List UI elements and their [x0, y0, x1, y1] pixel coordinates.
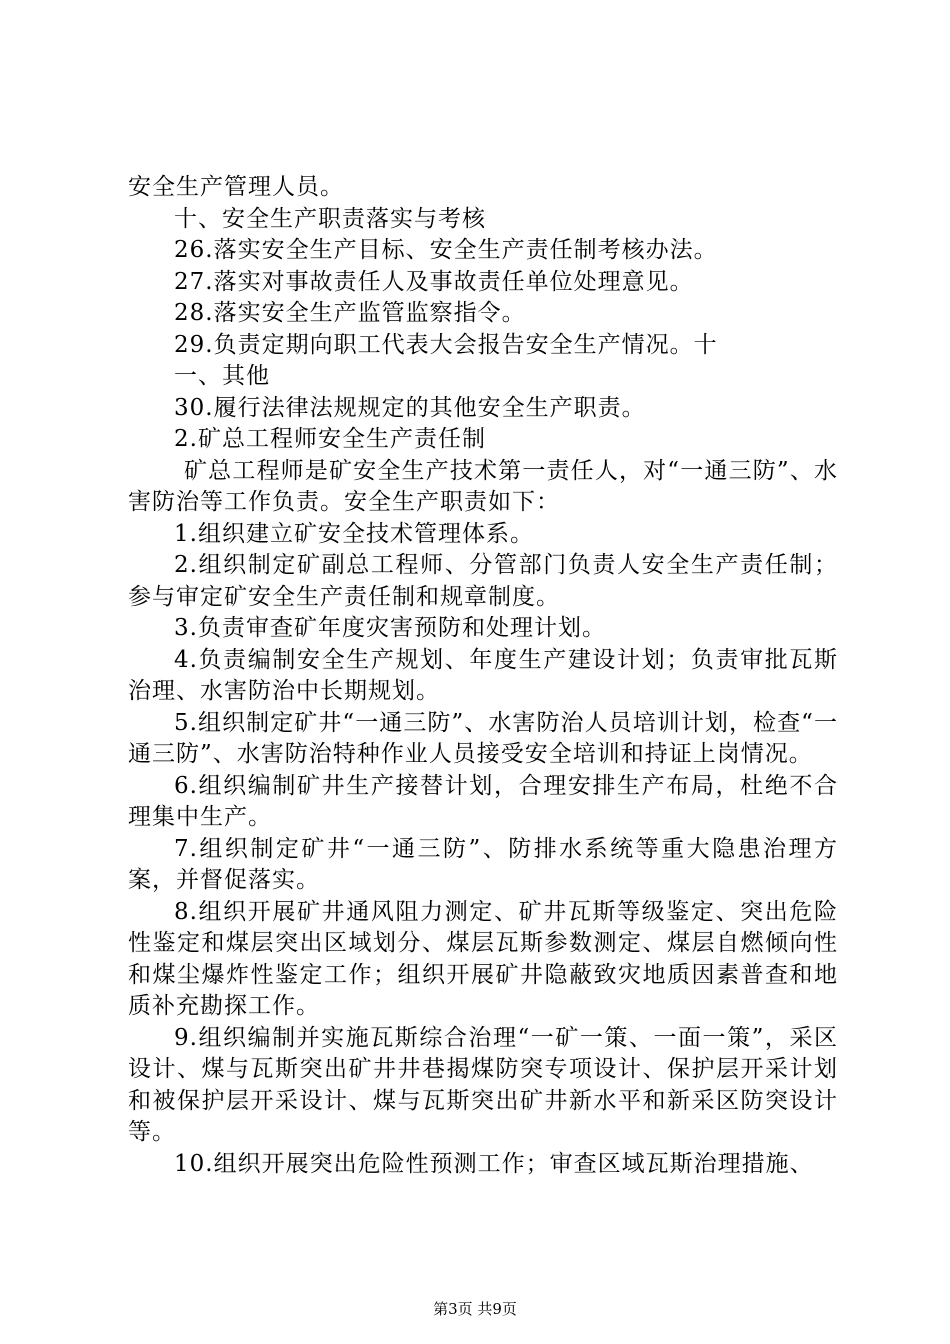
section-heading: 十、安全生产职责落实与考核 [174, 205, 486, 232]
paragraph: 29.负责定期向职工代表大会报告安全生产情况。十 [174, 331, 718, 358]
paragraph: 8.组织开展矿井通风阻力测定、矿井瓦斯等级鉴定、突出危险性鉴定和煤层突出区域划分、煤层瓦斯参数测定、煤层自燃倾向性和煤尘爆炸性鉴定工作；组织开展矿井隐蔽致灾地质因素普查和地质补充勘探工作。 [128, 898, 838, 1019]
section-heading: 2.矿总工程师安全生产责任制 [174, 426, 486, 452]
paragraph: 9.组织编制并实施瓦斯综合治理“一矿一策、一面一策”，采区设计、煤与瓦斯突出矿井井巷揭煤防突专项设计、保护层开采计划和被保护层开采设计、煤与瓦斯突出矿井新水平和新采区防突设计等。 [128, 1024, 838, 1145]
paragraph: 2.组织制定矿副总工程师、分管部门负责人安全生产责任制；参与审定矿安全生产责任制和规章制度。 [128, 552, 838, 610]
paragraph: 5.组织制定矿井“一通三防”、水害防治人员培训计划，检查“一通三防”、水害防治特种作业人员接受安全培训和持证上岗情况。 [128, 709, 838, 767]
document-body [128, 172, 838, 1180]
paragraph: 3.负责审查矿年度灾害预防和处理计划。 [174, 615, 606, 641]
paragraph: 27.落实对事故责任人及事故责任单位处理意见。 [174, 268, 694, 295]
paragraph: 4.负责编制安全生产规划、年度生产建设计划；负责审批瓦斯治理、水害防治中长期规划。 [128, 646, 838, 704]
paragraph: 1.组织建立矿安全技术管理体系。 [174, 520, 534, 547]
paragraph: 28.落实安全生产监管监察指令。 [174, 300, 526, 326]
paragraph: 30.履行法律法规规定的其他安全生产职责。 [174, 394, 646, 421]
page-number-text: 第3页 共9页 [433, 1300, 517, 1318]
paragraph: 6.组织编制矿井生产接替计划，合理安排生产布局，杜绝不合理集中生产。 [128, 772, 838, 830]
paragraph: 26.落实安全生产目标、安全生产责任制考核办法。 [174, 237, 718, 263]
paragraph: 7.组织制定矿井“一通三防”、防排水系统等重大隐患治理方案，并督促落实。 [128, 835, 838, 893]
paragraph: 矿总工程师是矿安全生产技术第一责任人，对“一通三防”、水害防治等工作负责。安全生产职责如下： [128, 457, 838, 515]
page-footer [0, 1298, 950, 1319]
paragraph: 安全生产管理人员。 [128, 174, 344, 200]
paragraph: 10.组织开展突出危险性预测工作；审查区域瓦斯治理措施、 [174, 1150, 814, 1177]
section-heading: 一、其他 [174, 363, 270, 389]
